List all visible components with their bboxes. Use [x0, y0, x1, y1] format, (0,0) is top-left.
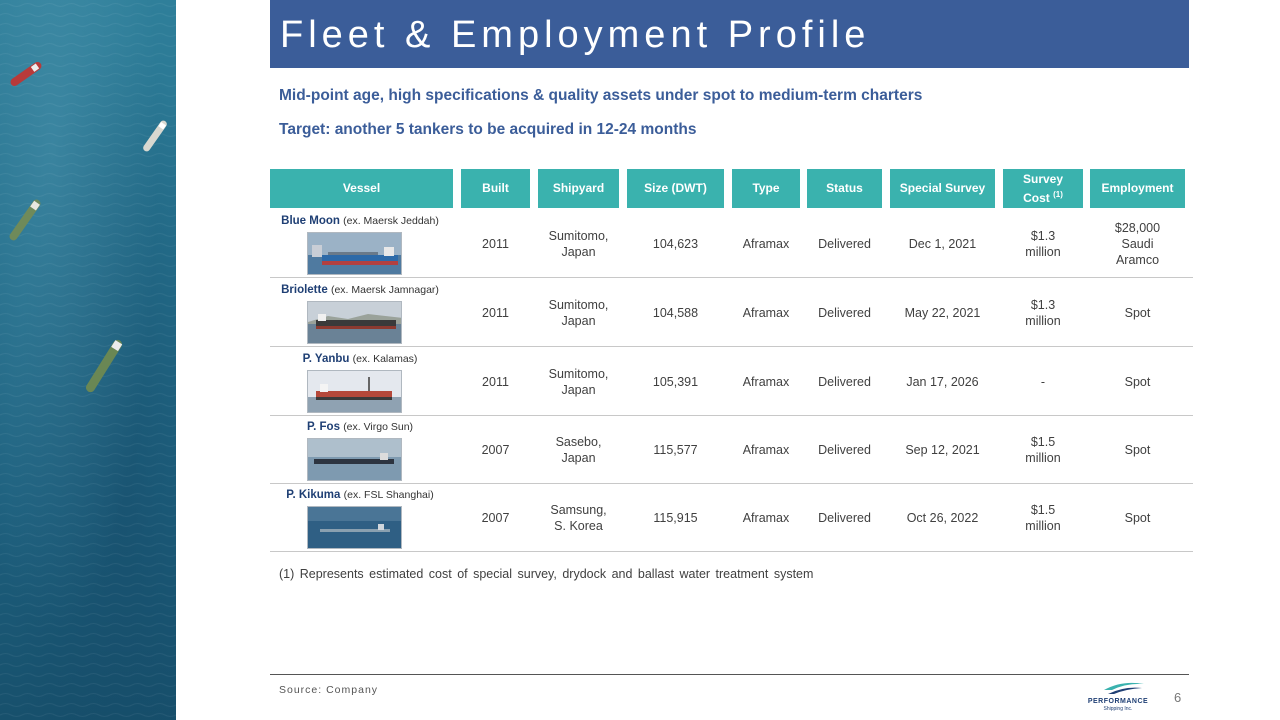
- header-survey-cost-line1: Survey: [1022, 171, 1064, 186]
- employment: Spot: [1124, 305, 1151, 320]
- size-dwt: 104,588: [652, 305, 699, 320]
- built-year: 2011: [482, 374, 509, 389]
- vessel-type: Aframax: [742, 374, 790, 389]
- footnote-marker: (1): [1053, 189, 1063, 199]
- employment: Spot: [1124, 442, 1151, 457]
- special-survey-date: Jan 17, 2026: [906, 374, 979, 389]
- title-bar: [270, 0, 1189, 68]
- size-dwt: 115,577: [653, 442, 698, 457]
- size-dwt: 115,915: [653, 510, 698, 525]
- table-row: [270, 279, 1193, 347]
- table-row: [270, 210, 1193, 278]
- table-row: [270, 348, 1193, 416]
- employment: $28,000 Saudi Aramco: [1114, 220, 1161, 267]
- vessel-type: Aframax: [742, 442, 790, 457]
- header-type: Type: [732, 169, 800, 208]
- vessel-cell: [270, 210, 450, 277]
- shipyard: Sasebo, Japan: [555, 434, 602, 465]
- survey-cost: $1.3 million: [1025, 228, 1061, 259]
- header-vessel: Vessel: [270, 169, 453, 208]
- built-year: 2011: [482, 236, 509, 251]
- vessel-cell: [270, 348, 450, 415]
- header-survey-cost-line2: Cost $^{(1)}$: [1023, 189, 1063, 205]
- vessel-status: Delivered: [818, 374, 871, 389]
- aerial-sea-tankers-image: [0, 0, 176, 720]
- vessel-name: P. Kikuma (ex. FSL Shanghai): [286, 489, 434, 501]
- subtitle-fleet-profile: Mid-point age, high specifications & quality assets under spot to medium-term charters: [279, 87, 923, 104]
- vessel-cell: [270, 279, 450, 346]
- sea-tankers-illustration: [0, 0, 176, 720]
- employment: Spot: [1124, 510, 1151, 525]
- vessel-type: Aframax: [742, 305, 790, 320]
- special-survey-date: May 22, 2021: [904, 305, 981, 320]
- tanker-photo: [307, 370, 402, 413]
- shipyard: Samsung, S. Korea: [550, 502, 607, 533]
- logo-swoosh-icon: [1086, 678, 1150, 698]
- special-survey-date: Oct 26, 2022: [906, 510, 979, 525]
- vessel-name: Briolette (ex. Maersk Jamnagar): [281, 284, 439, 296]
- employment: Spot: [1124, 374, 1151, 389]
- table-row: [270, 484, 1193, 552]
- header-status: Status: [807, 169, 882, 208]
- special-survey-date: Dec 1, 2021: [908, 236, 977, 251]
- built-year: 2007: [481, 510, 510, 525]
- shipyard: Sumitomo, Japan: [548, 297, 609, 328]
- header-special-survey: Special Survey: [890, 169, 995, 208]
- survey-cost: -: [1040, 374, 1046, 389]
- page-number: 6: [1174, 690, 1182, 705]
- header-survey-cost: [1003, 169, 1083, 208]
- vessel-status: Delivered: [818, 236, 871, 251]
- footnote: (1) Represents estimated cost of special survey, drydock and ballast water treatment system: [279, 567, 814, 581]
- vessel-name: Blue Moon (ex. Maersk Jeddah): [281, 215, 439, 227]
- built-year: 2011: [482, 305, 509, 320]
- tanker-photo: [307, 506, 402, 549]
- size-dwt: 105,391: [652, 374, 699, 389]
- vessel-cell: [270, 416, 450, 483]
- tanker-photo: [307, 438, 402, 481]
- tanker-photo: [307, 301, 402, 344]
- vessel-status: Delivered: [818, 442, 871, 457]
- shipyard: Sumitomo, Japan: [548, 228, 609, 259]
- survey-cost: $1.5 million: [1025, 434, 1061, 465]
- special-survey-date: Sep 12, 2021: [905, 442, 980, 457]
- built-year: 2007: [481, 442, 510, 457]
- page-title: Fleet & Employment Profile: [280, 14, 871, 56]
- vessel-status: Delivered: [818, 305, 871, 320]
- source-note: Source: Company: [279, 684, 379, 696]
- header-built: Built: [461, 169, 530, 208]
- logo-subtext: Shipping Inc.: [1103, 706, 1133, 712]
- vessel-status: Delivered: [818, 510, 871, 525]
- subtitle-acquisition-target: Target: another 5 tankers to be acquired in 12-24 months: [279, 121, 697, 138]
- vessel-type: Aframax: [742, 510, 790, 525]
- survey-cost: $1.5 million: [1025, 502, 1061, 533]
- tanker-photo: [307, 232, 402, 275]
- survey-cost: $1.3 million: [1025, 297, 1061, 328]
- size-dwt: 104,623: [652, 236, 699, 251]
- header-employment: Employment: [1090, 169, 1185, 208]
- performance-shipping-logo: [1086, 678, 1150, 714]
- vessel-type: Aframax: [742, 236, 790, 251]
- shipyard: Sumitomo, Japan: [548, 366, 609, 397]
- vessel-name: P. Fos (ex. Virgo Sun): [306, 421, 414, 433]
- footer-divider: [270, 674, 1189, 675]
- logo-wordmark: PERFORMANCE: [1087, 698, 1149, 705]
- vessel-cell: [270, 484, 450, 551]
- vessel-name: P. Yanbu (ex. Kalamas): [302, 353, 418, 365]
- table-row: [270, 416, 1193, 484]
- header-shipyard: Shipyard: [538, 169, 619, 208]
- header-size: Size (DWT): [627, 169, 724, 208]
